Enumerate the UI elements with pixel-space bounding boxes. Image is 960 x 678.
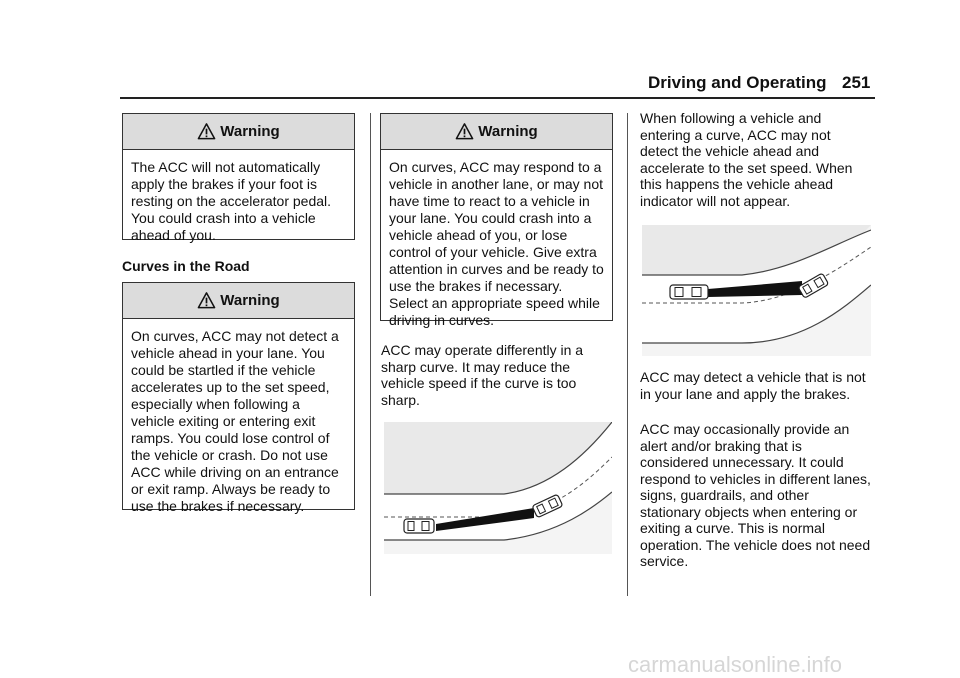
watermark: carmanualsonline.info [628,652,843,677]
warning-text: The ACC will not automatically apply the brakes if your foot is resting on the accelerator pedal. You could crash into a vehicle ahead of you. [131,159,332,243]
warning-title: Warning [478,123,538,140]
warning-header [123,114,354,150]
body-paragraph: ACC may occasionally provide an alert and/or braking that is considered unnecessary. It could respond to vehicles in different lanes, signs, guardrails, and other stationary objects when entering or exiting a curve. This is normal operation. The vehicle does not need service. [640,421,871,569]
column-divider [370,113,371,596]
warning-title: Warning [220,292,280,309]
warning-box [380,113,613,328]
warning-box [122,113,355,243]
warning-header [123,283,354,319]
warning-title: Warning [220,123,280,140]
body-paragraph: When following a vehicle and entering a curve, ACC may not detect the vehicle ahead and accelerate to the set speed. When this happens the vehicle ahead indicator will not appear. [640,110,853,209]
warning-text: On curves, ACC may not detect a vehicle ahead in your lane. You could be startled if the vehicle accelerates up to the set speed, especially when following a vehicle exiting or entering exit ramps. You could lose control of the vehicle or crash. Do not use ACC while driving on an entrance or exit ramp. Always be ready to use the brakes if necessary. [131,328,339,514]
warning-triangle-icon [455,122,474,141]
body-paragraph: ACC may operate differently in a sharp curve. It may reduce the vehicle speed if the curve is too sharp. [381,342,584,408]
subheading: Curves in the Road [122,258,250,274]
curve-illustration-sharp [384,422,612,554]
section-title: Driving and Operating [648,73,827,92]
warning-box [122,282,355,514]
warning-triangle-icon [197,122,216,141]
header-rule [120,97,875,99]
body-paragraph: ACC may detect a vehicle that is not in your lane and apply the brakes. [640,369,866,402]
curve-illustration-following [642,225,871,356]
warning-header [381,114,612,150]
page-number: 251 [842,73,871,92]
warning-text: On curves, ACC may respond to a vehicle in another lane, or may not have time to react to a vehicle in your lane. You could crash into a vehicle ahead of you, or lose control of your vehicle. Give extra attention in curves and be ready to use the brakes if necessary. Select an appropriate speed while driving in curves. [389,159,604,328]
column-divider [627,113,628,596]
warning-triangle-icon [197,291,216,310]
